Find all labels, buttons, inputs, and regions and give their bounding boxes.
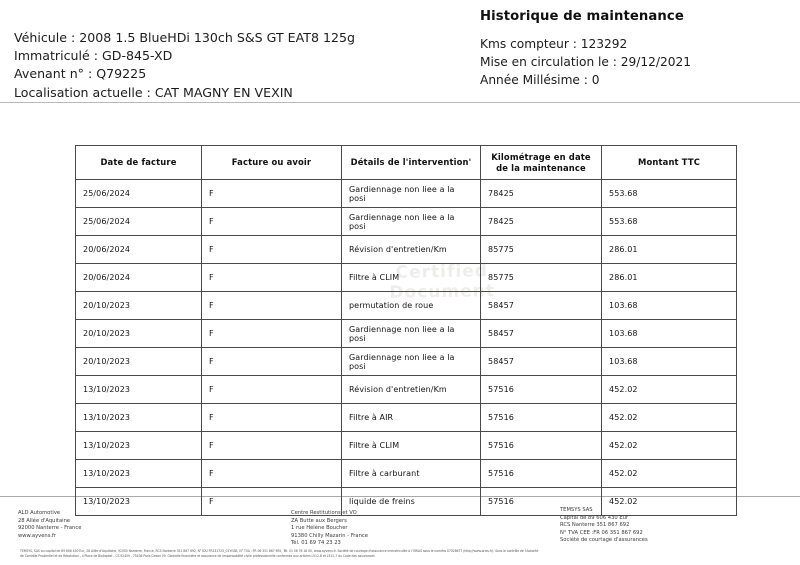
table-row: [76, 376, 737, 404]
cell-facture: F: [202, 404, 342, 432]
cell-montant: 452.02: [602, 404, 737, 432]
column-header-facture: Facture ou avoir: [202, 146, 342, 180]
legal-fine-print: [20, 549, 782, 558]
cell-date: 13/10/2023: [76, 432, 202, 460]
cell-details: Filtre à carburant: [342, 460, 481, 488]
table-row: [76, 404, 737, 432]
cell-date: 25/06/2024: [76, 208, 202, 236]
footer-text-line: Société de courtage d'assurances: [560, 537, 648, 544]
cell-montant: 452.02: [602, 488, 737, 516]
cell-facture: F: [202, 236, 342, 264]
first-registration-line: Mise en circulation le : 29/12/2021: [480, 55, 692, 69]
table-row: [76, 320, 737, 348]
cell-kilometrage: 78425: [481, 180, 602, 208]
column-header-details: Détails de l'intervention': [342, 146, 481, 180]
cell-facture: F: [202, 488, 342, 516]
table-row: [76, 432, 737, 460]
vehicle-location-line: Localisation actuelle : CAT MAGNY EN VEXIN: [14, 84, 293, 100]
legal-line-2: de Contrôle Prudentiel et de Résolution - 4 Place de Budapest - CS 92459 - 75436 Paris Cedex 09. Garantie financière et assurance de responsabilité civile professionnelle conformes aux articles L512-6 et L512-7 du Code des assurances: [20, 553, 375, 558]
cell-details: Filtre à AIR: [342, 404, 481, 432]
cell-kilometrage: 78425: [481, 208, 602, 236]
legal-line-1: TEMSYS, SAS au capital de 89 606 430 Eur, 28 Allée d'Aquitaine, 92000 Nanterre, France, RCS Nanterre 351 867 692, N° IDU FR231725_01YGSB, N° TVA : FR 06 351 867 692, Tél. 01 56 76 18 00, www.ayvens.fr. Société de courtage d'assurance immatriculée à l'ORIAS sous le numéro 07026677 (http://www.orias.fr). Sous le contrôle de l'Autorité: [20, 549, 539, 553]
cell-details: Filtre à CLIM: [342, 264, 481, 292]
cell-date: 20/06/2024: [76, 236, 202, 264]
footer-text-line: 1 rue Hélène Boucher: [291, 525, 348, 532]
cell-montant: 103.68: [602, 348, 737, 376]
cell-montant: 286.01: [602, 236, 737, 264]
cell-date: 20/10/2023: [76, 348, 202, 376]
footer-column-ald-automotive: [18, 510, 81, 540]
cell-date: 20/10/2023: [76, 292, 202, 320]
cell-kilometrage: 57516: [481, 376, 602, 404]
footer-text-line: N° TVA CEE :FR 06 351 867 692: [560, 529, 643, 536]
footer-text-line: ALD Automotive: [18, 510, 61, 516]
cell-kilometrage: 57516: [481, 460, 602, 488]
table-row: [76, 488, 737, 516]
vehicle-model-line: Véhicule : 2008 1.5 BlueHDi 130ch S&S GT EAT8 125g: [14, 30, 355, 45]
cell-details: permutation de roue: [342, 292, 481, 320]
footer-text-line: Centre Restitutions et VO: [291, 510, 357, 516]
page-title: Historique de maintenance: [480, 9, 684, 24]
cell-kilometrage: 85775: [481, 264, 602, 292]
cell-montant: 452.02: [602, 460, 737, 488]
footer-text-line: 91380 Chilly Mazarin - France: [291, 532, 368, 539]
cell-montant: 103.68: [602, 292, 737, 320]
watermark-line-1: Certified: [395, 261, 489, 283]
footer-text-line: TEMSYS SAS: [560, 507, 593, 513]
maintenance-history-table-container: [75, 145, 736, 516]
table-row: [76, 236, 737, 264]
cell-facture: F: [202, 460, 342, 488]
cell-kilometrage: 58457: [481, 348, 602, 376]
cell-date: 13/10/2023: [76, 376, 202, 404]
cell-montant: 553.68: [602, 180, 737, 208]
footer-text-line: www.ayvens.fr: [18, 532, 57, 539]
column-header-montant: Montant TTC: [602, 146, 737, 180]
cell-date: 20/06/2024: [76, 264, 202, 292]
model-year-line: Année Millésime : 0: [480, 73, 600, 87]
cell-kilometrage: 57516: [481, 488, 602, 516]
cell-details: Gardiennage non liee a la posi: [342, 348, 481, 376]
cell-facture: F: [202, 348, 342, 376]
table-body: [76, 180, 737, 516]
table-row: [76, 180, 737, 208]
cell-facture: F: [202, 376, 342, 404]
vehicle-amendment-line: Avenant n° : Q79225: [14, 66, 147, 82]
cell-facture: F: [202, 208, 342, 236]
cell-montant: 452.02: [602, 432, 737, 460]
odometer-line: Kms compteur : 123292: [480, 37, 628, 51]
summary-block: [480, 9, 790, 89]
table-row: [76, 348, 737, 376]
cell-details: Gardiennage non liee a la posi: [342, 320, 481, 348]
cell-montant: 286.01: [602, 264, 737, 292]
column-header-kilometrage: Kilométrage en date de la maintenance: [481, 146, 602, 180]
cell-kilometrage: 57516: [481, 404, 602, 432]
footer-text-line: 92000 Nanterre - France: [18, 525, 82, 532]
cell-details: Gardiennage non liee a la posi: [342, 208, 481, 236]
table-row: [76, 208, 737, 236]
cell-kilometrage: 58457: [481, 320, 602, 348]
cell-montant: 452.02: [602, 376, 737, 404]
vehicle-info-block: [14, 29, 464, 102]
table-row: [76, 264, 737, 292]
cell-kilometrage: 58457: [481, 292, 602, 320]
cell-facture: F: [202, 320, 342, 348]
footer-text-line: Tél. 01 69 74 23 23: [291, 540, 341, 547]
table-row: [76, 292, 737, 320]
footer-text-line: 28 Allée d'Aquitaine: [18, 517, 71, 524]
cell-date: 13/10/2023: [76, 460, 202, 488]
cell-facture: F: [202, 264, 342, 292]
cell-details: Gardiennage non liee a la posi: [342, 180, 481, 208]
cell-date: 25/06/2024: [76, 180, 202, 208]
cell-details: Révision d'entretien/Km: [342, 376, 481, 404]
cell-facture: F: [202, 432, 342, 460]
vehicle-registration-line: Immatriculé : GD-845-XD: [14, 48, 173, 64]
table-row: [76, 460, 737, 488]
cell-details: Filtre à CLIM: [342, 432, 481, 460]
cell-date: 13/10/2023: [76, 488, 202, 516]
cell-kilometrage: 57516: [481, 432, 602, 460]
footer-text-line: RCS Nanterre 351 867 692: [560, 522, 630, 529]
document-header: [0, 0, 800, 103]
column-header-date: Date de facture: [76, 146, 202, 180]
cell-kilometrage: 85775: [481, 236, 602, 264]
cell-montant: 553.68: [602, 208, 737, 236]
header-divider: [0, 102, 800, 103]
cell-montant: 103.68: [602, 320, 737, 348]
cell-date: 13/10/2023: [76, 404, 202, 432]
table-header-row: [76, 146, 737, 180]
cell-details: Révision d'entretien/Km: [342, 236, 481, 264]
cell-date: 20/10/2023: [76, 320, 202, 348]
cell-facture: F: [202, 180, 342, 208]
watermark-line-2: Document: [389, 281, 496, 303]
cell-details: liquide de freins: [342, 488, 481, 516]
maintenance-history-table: [75, 145, 737, 516]
footer-text-line: Capital de 89 606 430 Eur: [560, 514, 629, 521]
cell-facture: F: [202, 292, 342, 320]
footer-text-line: ZA Butte aux Bergers: [291, 517, 347, 524]
